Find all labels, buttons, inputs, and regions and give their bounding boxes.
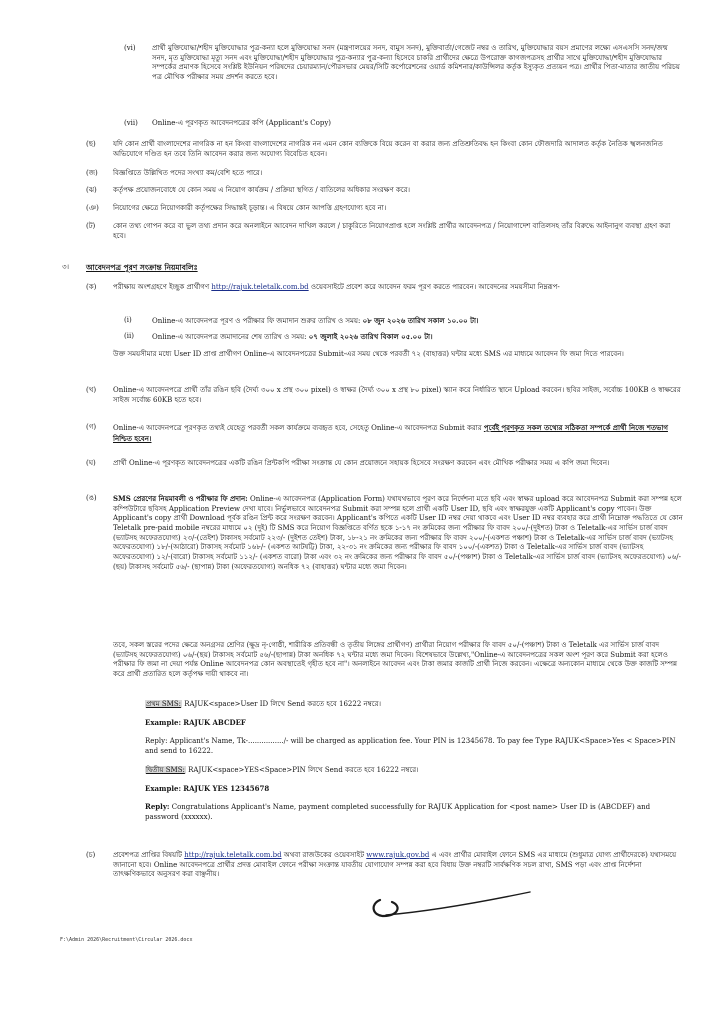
item-ga-body: Online-এ আবেদনপত্রে পূরণকৃত তথ্যই যেহেতু পরবর্তী সকল কার্যক্রমে ব্যবহৃত হবে, সেহেতু Online-এ আবেদনপত্র Submit করার bbox=[113, 424, 482, 432]
date-i-value: ০৮ জুন ২০২৬ তারিখ সকাল ১০.০০ টা। bbox=[362, 316, 479, 325]
section-heading: আবেদনপত্র পূরণ সংক্রান্ত নিয়মাবলিঃ bbox=[86, 263, 198, 272]
item-ka-note: উক্ত সময়সীমার মধ্যে User ID প্রাপ্ত প্রার্থীগণ Online-এ আবেদনপত্রের Submit-এর সময় থেকে পরবর্তী ৭২ (বাহাত্তর) ঘন্টার মধ্যে SMS এর মাধ্যমে আবেদন ফি জমা দিতে পারবেন। bbox=[113, 350, 624, 358]
sms-first-reply bbox=[145, 737, 685, 756]
sms-second-example-value: RAJUK YES 12345678 bbox=[183, 784, 270, 793]
item-nga-text bbox=[113, 494, 685, 572]
item-ga-emphasis: পূর্বেই পূরণকৃত সকল তথ্যের সঠিকতা সম্পর্কে প্রার্থী নিজে শতভাগ নিশ্চিত হবেন। bbox=[113, 423, 668, 443]
item-nga-body: Online-এ আবেদনপত্র (Application Form) যথাযথভাবে পূরণ করে নির্দেশনা মতে ছবি এবং স্বাক্ষর upload করে আবেদনপত্র Submit করা সম্পন্ন হলে কম্পিউটারে ছবিসহ Application Preview দেখা যাবে। নির্ভুলভাবে আবেদনপত্র Submit করা সম্পন্ন হলে প্রার্থী একটি User ID, ছবি এবং স্বাক্ষরযুক্ত একটি Applicant's copy পাবেন। উক্ত Applicant's copy প্রার্থী Download পূর্বক রঙিন প্রিন্ট করে সংরক্ষণ করবেন। Applicant's কপিতে একটি User ID নম্বর দেয়া থাকবে এবং User ID নম্বর ব্যবহার করে প্রার্থী নিম্নোক্ত পদ্ধতিতে যে কোন Teletalk pre-paid mobile নম্বরের মাধ্যমে ০২ (দুই) টি SMS করে নিয়োগ বিজ্ঞপ্তিতে বর্ণিত ছকে ১-১৭ নং ক্রমিকের জন্য পরীক্ষার ফি বাবদ ২০০/-(দুইশত) টাকা ও Teletalk-এর সার্ভিস চার্জ বাবদ (ভ্যাটসহ অফেরতযোগ্য) ২৩/-(তেইশ) টাকাসহ সর্বমোট ২২৩/- (দুইশত তেইশ) টাকা, ১৮-২১ নং ক্রমিকের জন্য পরীক্ষার ফি বাবদ ২০০/-(একশত পঞ্চাশ) টাকা ও Teletalk-এর সার্ভিস চার্জ বাবদ (ভ্যাটসহ অফেরতযোগ্য) ১৮/-(আঠারো) টাকাসহ সর্বমোট ১৬৮/- (একশত আটষট্টি) টাকা, ২২-৩১ নং ক্রমিকের জন্য পরীক্ষার ফি বাবদ ১০০/-(একশত) টাকা ও Teletalk-এর সার্ভিস চার্জ বাবদ (ভ্যাটসহ অফেরতযোগ্য) ১২/-(বারো) টাকাসহ সর্বমোট ১১২/- (একশত বারো) টাকা এবং ৩২ নং ক্রমিকের জন্য পরীক্ষার ফি বাবদ ৫০/-(পঞ্চাশ) টাকা ও Teletalk-এর সার্ভিস চার্জ বাবদ (ভ্যাটসহ অফেরতযোগ্য) ০৬/-(ছয়) টাকাসহ সর্বমোট ৫৬/- (ছাপান্ন) টাকা (অফেরতযোগ্য) অনধিক ৭২ (বাহাত্তর) ঘন্টার মধ্যে জমা দিবেন। bbox=[113, 495, 683, 571]
item-ta-marker: (ট) bbox=[86, 222, 96, 230]
date-i-line bbox=[152, 316, 684, 327]
item-ka-text bbox=[113, 283, 685, 293]
item-ka-intro: পরীক্ষায় অংশগ্রহণে ইচ্ছুক প্রার্থীগণ bbox=[113, 283, 210, 291]
sms-second-reply-text: Congratulations Applicant's Name, payment completed successfully for RAJUK Application for <post name> User ID is (ABCDEF) and password (xxxxxx). bbox=[145, 803, 651, 821]
footer-file-path: F:\Admin 2026\Recruitment\Circular 2026.docx bbox=[60, 937, 193, 943]
sms-second-example-label: Example: bbox=[145, 784, 182, 793]
sms-second-reply bbox=[145, 802, 685, 822]
item-vi-text: প্রার্থী মুক্তিযোদ্ধা/শহীদ মুক্তিযোদ্ধার পুত্র-কন্যা হলে মুক্তিযোদ্ধা সনদ (মন্ত্রণালয়ের সনদ, বামুস সনদ), মুক্তিবার্তা/গেজেট নম্বর ও তারিখ, মুক্তিযোদ্ধার বয়স প্রমাণের লক্ষ্যে এসএসসি সনদ/জন্ম সনদ, মৃত মুক্তিযোদ্ধা মৃত্যু সনদ এবং মুক্তিযোদ্ধা/শহীদ মুক্তিযোদ্ধার পুত্র-কন্যার পুত্র-কন্যা হিসেবে চাকরি প্রার্থীদের ক্ষেত্রে উপরোক্ত কাগজপত্রসহ প্রার্থীর সাথে মুক্তিযোদ্ধা/শহীদ মুক্তিযোদ্ধার সম্পর্কের প্রমাণক হিসেবে সংশ্লিষ্ট ইউনিয়ন পরিষদের চেয়ারম্যান/পৌরসভার মেয়র/সিটি কর্পোরেশনের ওয়ার্ড কমিশনার/কাউন্সিলর কর্তৃক ইস্যুকৃত প্রত্যয়ন পত্র। প্রার্থীর পিতা-মাতার জাতীয় পরিচয় পত্র মৌখিক পরীক্ষার সময় প্রদর্শন করতে হবে। bbox=[152, 44, 680, 81]
sms-first-example bbox=[145, 718, 685, 729]
sms-second-reply-label: Reply: bbox=[145, 802, 170, 811]
sms-first-line bbox=[145, 700, 685, 710]
item-ga-text bbox=[113, 423, 685, 444]
item-ja-marker: (জ) bbox=[86, 169, 98, 177]
sms-first-example-label: Example: bbox=[145, 718, 182, 727]
item-cha-mid: অথবা রাজউকের ওয়েবসাইট bbox=[283, 851, 365, 859]
item-nga-body-2: তবে, সকল স্তরের পদের ক্ষেত্রে অনগ্রসর শ্রেণির (ক্ষুদ্র নৃ-গোষ্ঠী, শারীরিক প্রতিবন্ধী ও তৃতীয় লিঙ্গের প্রার্থীগণ) প্রার্থীরা নিয়োগ পরীক্ষার ফি বাবদ ৫০/-(পঞ্চাশ) টাকা ও Teletalk এর সার্ভিস চার্জ বাবদ (ভ্যাটসহ অফেরতযোগ্য) ০৬/-(ছয়) টাকাসহ সর্বমোট ৫৬/-(ছাপান্ন) টাকা অনধিক ৭২ ঘন্টার মধ্যে জমা দিবেন। বিশেষভাবে উল্লেখ্য,"Online-এ আবেদনপত্রের সকল অংশ পূরণ করে Submit করা হলেও পরীক্ষার ফি জমা না দেয়া পর্যন্ত Online আবেদনপত্র কোন অবস্থাতেই গৃহীত হবে না"। অনলাইনে আবেদন এবং টাকা জমার কাজটি প্রার্থী নিজে করবেন। এক্ষেত্রে অন্যকোন মাধ্যমে থেকে উক্ত কাজটি সম্পন্ন করে প্রার্থী প্রতারিত হলে কর্তৃপক্ষ দায়ী থাকবে না। bbox=[113, 641, 678, 678]
item-kha-text: Online-এ আবেদনপত্রে প্রার্থী তাঁর রঙিন ছবি (দৈর্ঘ্য ৩০০ x প্রস্থ ৩০০ pixel) ও স্বাক্ষর (দৈর্ঘ্য ৩০০ x প্রস্থ ৮০ pixel) স্ক্যান করে নির্ধারিত স্থানে Upload করবেন। ছবির সাইজ, সর্বোচ্চ 100KB ও স্বাক্ষরের সাইজ সর্বোচ্চ 60KB হতে হবে। bbox=[113, 386, 681, 404]
sms-first-reply-text: Applicant's Name, Tk-................/- will be charged as application fee. Your PIN is 12345678. To pay fee Type RAJUK<Space>Yes < Space>PIN and send to 16222. bbox=[145, 737, 676, 755]
date-ii-value: ০৭ জুলাই ২০২৬ তারিখ বিকাল ০৫.০০ টা। bbox=[308, 332, 433, 341]
item-gha-marker: (ঘ) bbox=[86, 459, 96, 467]
teletalk-link[interactable]: http://rajuk.teletalk.com.bd bbox=[211, 283, 309, 291]
item-ga-marker: (গ) bbox=[86, 423, 97, 431]
date-ii-line bbox=[152, 332, 684, 343]
item-vii-marker: (vii) bbox=[124, 119, 138, 127]
signature-mark bbox=[362, 882, 534, 926]
item-jha-text: কর্তৃপক্ষ প্রয়োজনবোধে যে কোন সময় এ নিয়োগ কার্যক্রম / প্রক্রিয়া স্থগিত / বাতিলের অধিকার সংরক্ষণ করে। bbox=[113, 186, 410, 194]
date-ii-marker: (ii) bbox=[124, 332, 134, 340]
item-jha-marker: (ঝ) bbox=[86, 186, 97, 194]
sms-first-label: প্রথম SMS: bbox=[146, 700, 181, 708]
sms-first-command: RAJUK<space>User ID লিখে Send করতে হবে 16222 নম্বরে। bbox=[184, 700, 381, 708]
item-nya-marker: (ঞ) bbox=[86, 204, 99, 212]
section-number: ৩। bbox=[62, 263, 70, 271]
sms-second-line bbox=[145, 766, 685, 776]
item-nga-marker: (ঙ) bbox=[86, 494, 97, 502]
item-chha-marker: (ছ) bbox=[86, 140, 96, 148]
item-cha-intro: প্রবেশপত্র প্রাপ্তির বিষয়টি bbox=[113, 851, 182, 859]
item-vii-text: Online-এ পূরণকৃত আবেদনপত্রের কপি (Applicant's Copy) bbox=[152, 119, 332, 127]
item-ta-text: কোন তথ্য গোপন করে বা ভুল তথ্য প্রদান করে অনলাইনে আবেদন দাখিল করলে / চাকুরিতে নিয়োগপ্রাপ্ত হলে সংশ্লিষ্ট প্রার্থীর আবেদনপত্র / নিয়োগাদেশ বাতিলসহ তাঁর বিরুদ্ধে আইনানুগ ব্যবস্থা গ্রহণ করা হবে। bbox=[113, 222, 671, 240]
sms-first-example-value: RAJUK ABCDEF bbox=[183, 718, 246, 727]
sms-second-example bbox=[145, 784, 685, 795]
teletalk-link-2[interactable]: http://rajuk.teletalk.com.bd bbox=[184, 851, 282, 859]
item-cha-rest: এ এবং প্রার্থীর মোবাইল ফোনে SMS এর মাধ্যমে (শুধুমাত্র যোগ্য প্রার্থীদেরকে) যথাসময়ে জানানো হবে। Online আবেদনপত্রে প্রার্থীর প্রদত্ত মোবাইল ফোনে পরীক্ষা সংক্রান্ত যাবতীয় যোগাযোগ সম্পন্ন করা হবে বিধায় উক্ত নম্বরটি সার্বক্ষণিক সচল রাখা, SMS পড়া এবং প্রাপ্ত নির্দেশনা তাৎক্ষণিকভাবে অনুসরণ করা বাঞ্ছনীয়। bbox=[113, 851, 677, 879]
item-ja-text: বিজ্ঞপ্তিতে উল্লিখিত পদের সংখ্যা কম/বেশি হতে পারে। bbox=[113, 169, 263, 177]
date-ii-label: Online-এ আবেদনপত্র জমাদানের শেষ তারিখ ও সময়: bbox=[152, 333, 307, 341]
item-chha-text: যদি কোন প্রার্থী বাংলাদেশের নাগরিক না হন কিংবা বাংলাদেশের নাগরিক নন এমন কোন ব্যক্তিকে বিয়ে করেন বা করার জন্য প্রতিশ্রুতিবদ্ধ হন কিংবা কোন ফৌজদারি আদালত কর্তৃক নৈতিক স্খলনজনিত অভিযোগে দণ্ডিত হন তবে তিনি আবেদন করার জন্য অযোগ্য বিবেচিত হবেন। bbox=[113, 140, 663, 158]
item-vi-marker: (vi) bbox=[124, 44, 136, 52]
rajuk-website-link[interactable]: www.rajuk.gov.bd bbox=[366, 851, 430, 859]
date-i-label: Online-এ আবেদনপত্র পূরণ ও পরীক্ষার ফি জমাদান শুরুর তারিখ ও সময়: bbox=[152, 317, 361, 325]
item-ka-marker: (ক) bbox=[86, 283, 97, 291]
item-cha-marker: (চ) bbox=[86, 851, 96, 859]
sms-second-command: RAJUK<space>YES<Space>PIN লিখে Send করতে হবে 16222 নম্বরে। bbox=[188, 766, 419, 774]
sms-first-reply-label: Reply: bbox=[145, 737, 168, 745]
item-kha-marker: (খ) bbox=[86, 386, 97, 394]
date-i-marker: (i) bbox=[124, 316, 132, 324]
item-nga-heading: SMS প্রেরণের নিয়মাবলী ও পরীক্ষার ফি প্রদান: bbox=[113, 494, 248, 503]
item-ka-rest: ওয়েবসাইটে প্রবেশ করে আবেদন ফরম পূরণ করতে পারবেন। আবেদনের সময়সীমা নিম্নরূপ- bbox=[310, 283, 560, 291]
item-cha-text bbox=[113, 851, 685, 880]
item-nya-text: নিয়োগের ক্ষেত্রে নিয়োগকারী কর্তৃপক্ষের সিদ্ধান্তই চূড়ান্ত। এ বিষয়ে কোন আপত্তি গ্রহণযোগ্য হবে না। bbox=[113, 204, 387, 212]
item-gha-text: প্রার্থী Online-এ পূরণকৃত আবেদনপত্রের একটি রঙিন প্রিন্টকপি পরীক্ষা সংক্রান্ত যে কোন প্রয়োজনে সহায়ক হিসেবে সংরক্ষণ করবেন এবং মৌখিক পরীক্ষার সময় এ কপি জমা দিবেন। bbox=[113, 459, 610, 467]
sms-second-label: দ্বিতীয় SMS: bbox=[146, 766, 185, 774]
